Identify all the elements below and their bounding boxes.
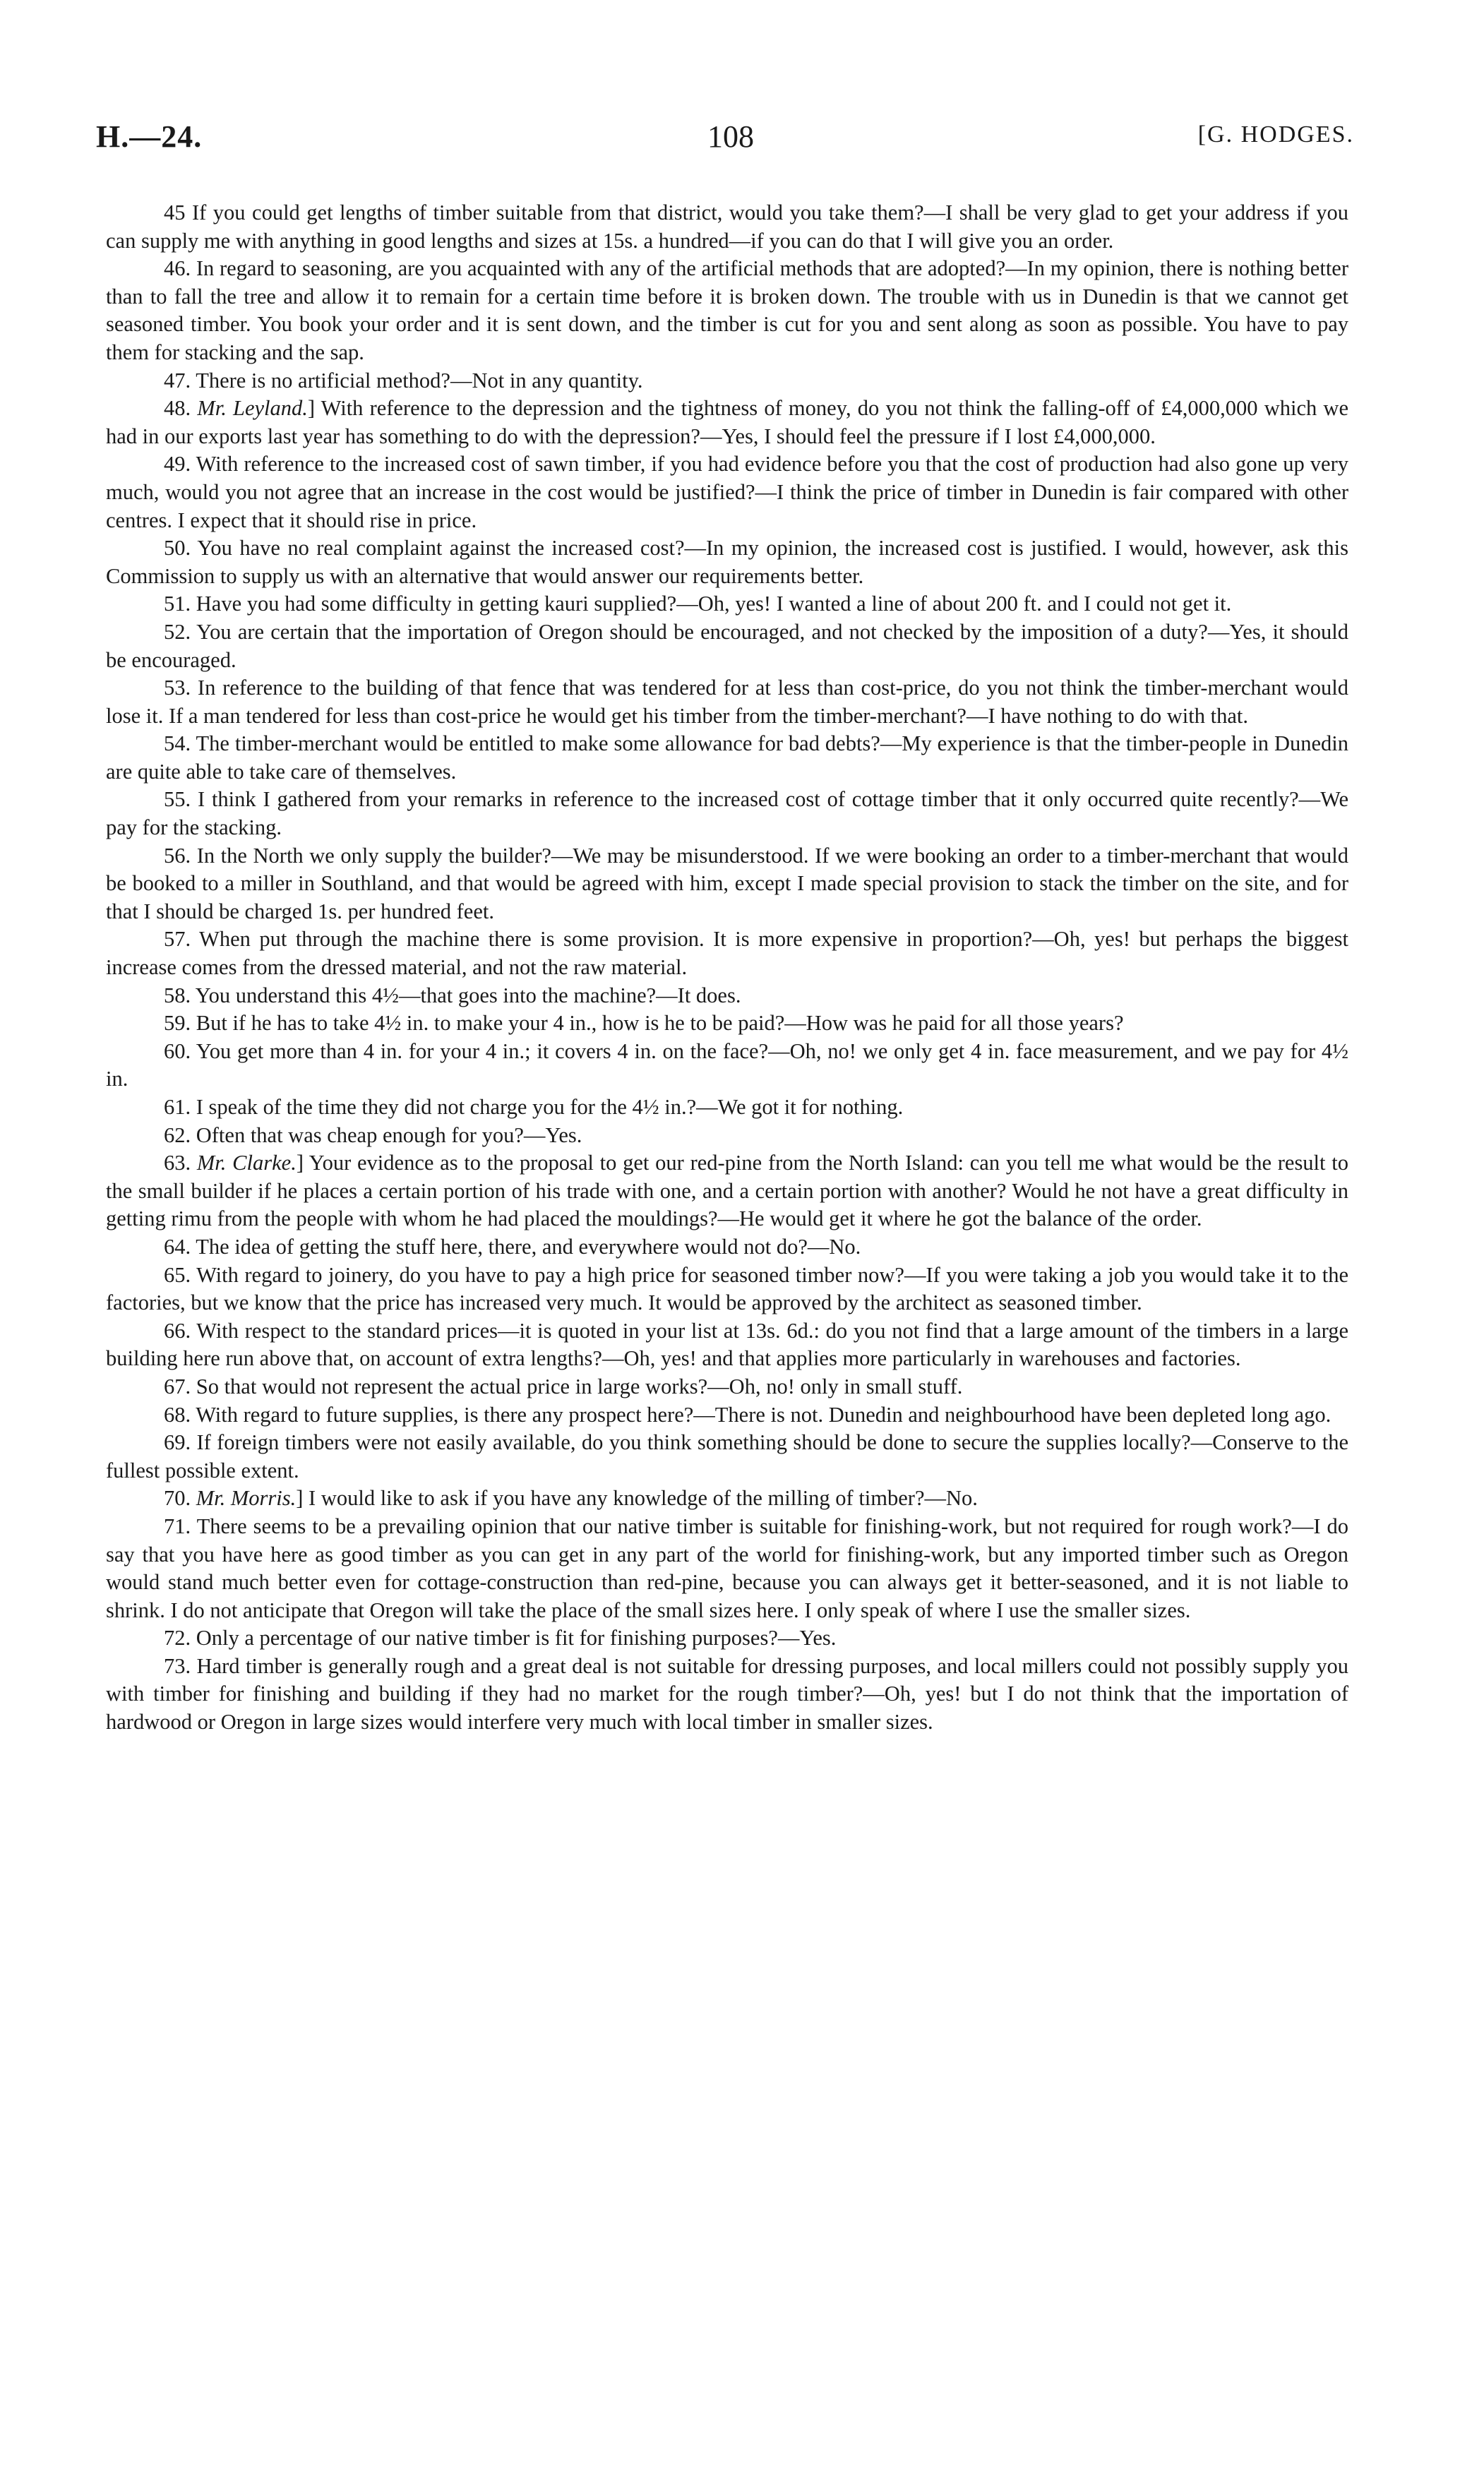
paragraph-continuation: ] With reference to the depression and the tightness of money, do you not think the falling-off of £4,000,000 which we had in our exports last year has something to do with the depression?—Yes, I should feel the pressure if I lost £4,000,000. bbox=[106, 396, 1348, 448]
paragraph-text: 65. With regard to joinery, do you have to pay a high price for seasoned timber now?—If you were taking a job you would take it to the factories, but we know that the price has increased very much. It would be approved by the architect as seasoned timber. bbox=[106, 1262, 1348, 1315]
paragraph-continuation: ] I would like to ask if you have any knowledge of the milling of timber?—No. bbox=[296, 1486, 978, 1511]
report-code: H.—24. bbox=[96, 119, 203, 154]
paragraph-text: 55. I think I gathered from your remarks in reference to the increased cost of cottage timber that it only occurred quite recently?—We pay for the stacking. bbox=[106, 787, 1348, 840]
paragraph-text: 68. With regard to future supplies, is there any prospect here?—There is not. Dunedin and neighbourhood have been depleted long ago. bbox=[164, 1402, 1332, 1427]
evidence-paragraph bbox=[106, 1485, 1348, 1513]
evidence-paragraph bbox=[106, 1094, 1348, 1122]
evidence-paragraph bbox=[106, 1233, 1348, 1262]
evidence-paragraph bbox=[106, 1317, 1348, 1373]
paragraph-text: 45 If you could get lengths of timber suitable from that district, would you take them?—I shall be very glad to get your address if you can supply me with anything in good lengths and sizes at 15s. a hundred—if you can do that I will give you an order. bbox=[106, 200, 1348, 253]
evidence-paragraph bbox=[106, 1513, 1348, 1624]
paragraph-text: 57. When put through the machine there is some provision. It is more expensive in proportion?—Oh, yes! but perhaps the biggest increase comes from the dressed material, and not the raw material. bbox=[106, 927, 1348, 980]
evidence-paragraph bbox=[106, 786, 1348, 841]
evidence-paragraph bbox=[106, 450, 1348, 534]
paragraph-text: 53. In reference to the building of that fence that was tendered for at less than cost-price, do you not think the timber-merchant would lose it. If a man tendered for less than cost-price he would get his timber from the timber-merchant?—I have nothing to do with that. bbox=[106, 676, 1348, 728]
paragraph-text: 67. So that would not represent the actual price in large works?—Oh, no! only in small stuff. bbox=[164, 1374, 963, 1398]
paragraph-text: 51. Have you had some difficulty in getting kauri supplied?—Oh, yes! I wanted a line of about 200 ft. and I could not get it. bbox=[164, 592, 1232, 616]
paragraph-text: 72. Only a percentage of our native timber is fit for finishing purposes?—Yes. bbox=[164, 1626, 837, 1651]
evidence-paragraph bbox=[106, 255, 1348, 366]
paragraph-text: 62. Often that was cheap enough for you?—Yes. bbox=[164, 1122, 582, 1147]
evidence-paragraph bbox=[106, 674, 1348, 730]
evidence-paragraph bbox=[106, 1262, 1348, 1317]
evidence-paragraph bbox=[106, 618, 1348, 674]
paragraph-text: 56. In the North we only supply the builder?—We may be misunderstood. If we were booking an order to a timber-merchant that would be booked to a miller in Southland, and that would be agreed with him, except I made special provision to stack the timber on the site, and for that I should be charged 1s. per hundred feet. bbox=[106, 843, 1348, 923]
evidence-paragraph bbox=[106, 590, 1348, 618]
paragraph-text: 50. You have no real complaint against the increased cost?—In my opinion, the increased cost is justified. I would, however, ask this Commission to supply us with an alternative that would answer our requirements better. bbox=[106, 536, 1348, 588]
evidence-paragraph bbox=[106, 842, 1348, 926]
paragraph-text: 63. bbox=[164, 1151, 197, 1175]
evidence-paragraph bbox=[106, 1624, 1348, 1653]
evidence-paragraph bbox=[106, 1149, 1348, 1233]
paragraph-text: 61. I speak of the time they did not charge you for the 4½ in.?—We got it for nothing. bbox=[164, 1095, 904, 1119]
page-number: 108 bbox=[707, 119, 754, 154]
evidence-paragraph bbox=[106, 1038, 1348, 1094]
evidence-paragraph bbox=[106, 534, 1348, 590]
paragraph-text: 70. bbox=[164, 1486, 196, 1511]
evidence-paragraph bbox=[106, 1122, 1348, 1150]
paragraph-text: 71. There seems to be a prevailing opinion that our native timber is suitable for finishing-work, but not required for rough work?—I do say that you have here as good timber as you can get in any part of the world for finishing-work, but any imported timber such as Oregon would stand much better even for cottage-construction than red-pine, because you can always get it better-seasoned, and it is not liable to shrink. I do not anticipate that Oregon will take the place of the small sizes here. I only speak of where I use the smaller sizes. bbox=[106, 1514, 1348, 1622]
evidence-paragraph bbox=[106, 1429, 1348, 1485]
paragraph-text: 73. Hard timber is generally rough and a great deal is not suitable for dressing purposes, and local millers could not possibly supply you with timber for finishing and building if they had no market for the rough timber?—Oh, yes! but I do not think that the importation of hardwood or Oregon in large sizes would interfere very much with local timber in smaller sizes. bbox=[106, 1653, 1348, 1735]
paragraph-text: 64. The idea of getting the stuff here, there, and everywhere would not do?—No. bbox=[164, 1234, 861, 1259]
evidence-text bbox=[106, 199, 1348, 1737]
speaker-name: Mr. Leyland. bbox=[197, 396, 308, 421]
evidence-paragraph bbox=[106, 730, 1348, 786]
evidence-paragraph bbox=[106, 1010, 1348, 1038]
paragraph-text: 58. You understand this 4½—that goes into the machine?—It does. bbox=[164, 983, 741, 1007]
paragraph-text: 47. There is no artificial method?—Not in any quantity. bbox=[164, 368, 643, 393]
speaker-name: Mr. Morris. bbox=[196, 1486, 297, 1511]
evidence-paragraph bbox=[106, 367, 1348, 395]
paragraph-text: 69. If foreign timbers were not easily available, do you think something should be done to secure the supplies locally?—Conserve to the fullest possible extent. bbox=[106, 1430, 1348, 1482]
paragraph-text: 60. You get more than 4 in. for your 4 in.; it covers 4 in. on the face?—Oh, no! we only get 4 in. face measurement, and we pay for 4½ in. bbox=[106, 1038, 1348, 1091]
speaker-name: Mr. Clarke. bbox=[196, 1151, 297, 1175]
evidence-paragraph bbox=[106, 199, 1348, 255]
paragraph-continuation: ] Your evidence as to the proposal to get our red-pine from the North Island: can you tell me what would be the result to the small builder if he places a certain portion of his trade with one, and a certain portion with another? Would he not have a great difficulty in getting rimu from the people with whom he had placed the mouldings?—He would get it where he got the balance of the order. bbox=[106, 1151, 1348, 1231]
paragraph-text: 49. With reference to the increased cost of sawn timber, if you had evidence before you that the cost of production had also gone up very much, would you not agree that an increase in the cost would be justified?—I think the price of timber in Dunedin is fair compared with other centres. I expect that it should rise in price. bbox=[106, 452, 1348, 532]
evidence-paragraph bbox=[106, 395, 1348, 450]
evidence-paragraph bbox=[106, 1653, 1348, 1737]
paragraph-text: 66. With respect to the standard prices—it is quoted in your list at 13s. 6d.: do you not find that a large amount of the timbers in a large building here run above that, on account of extra lengths?—Oh, yes! and that applies more particularly in warehouses and factories. bbox=[106, 1318, 1348, 1371]
evidence-paragraph bbox=[106, 1373, 1348, 1401]
page-header bbox=[96, 119, 1354, 168]
paragraph-text: 48. bbox=[164, 396, 198, 421]
paragraph-text: 59. But if he has to take 4½ in. to make your 4 in., how is he to be paid?—How was he paid for all those years? bbox=[164, 1011, 1124, 1036]
evidence-paragraph bbox=[106, 926, 1348, 981]
evidence-paragraph bbox=[106, 1401, 1348, 1430]
evidence-paragraph bbox=[106, 982, 1348, 1010]
witness-name: [G. HODGES. bbox=[1197, 121, 1354, 148]
paragraph-text: 54. The timber-merchant would be entitled to make some allowance for bad debts?—My experience is that the timber-people in Dunedin are quite able to take care of themselves. bbox=[106, 731, 1348, 784]
paragraph-text: 46. In regard to seasoning, are you acquainted with any of the artificial methods that are adopted?—In my opinion, there is nothing better than to fall the tree and allow it to remain for a certain time before it is broken down. The trouble with us in Dunedin is that we cannot get seasoned timber. You book your order and it is sent down, and the timber is cut for you and sent along as soon as possible. You have to pay them for stacking and the sap. bbox=[106, 256, 1348, 364]
paragraph-text: 52. You are certain that the importation of Oregon should be encouraged, and not checked by the imposition of a duty?—Yes, it should be encouraged. bbox=[106, 619, 1348, 672]
